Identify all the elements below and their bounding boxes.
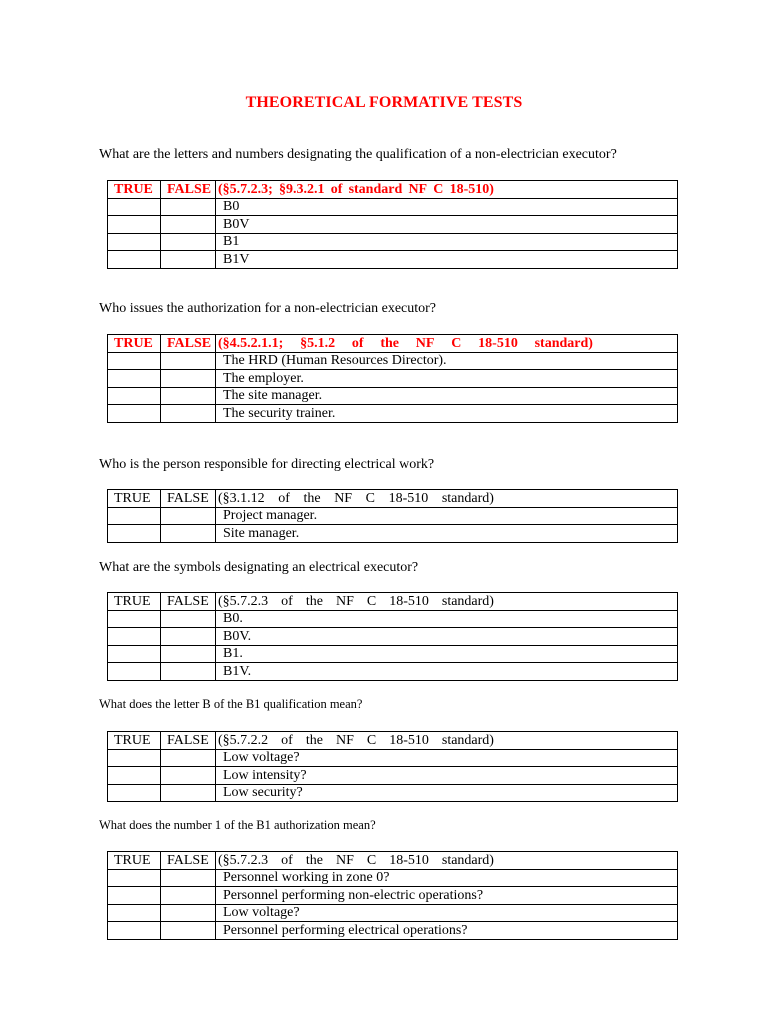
option-text: Site manager. [216,525,678,543]
option-text: Low intensity? [216,767,678,785]
question-4: What are the symbols designating an electrical executor? [99,560,419,575]
false-checkbox[interactable] [161,663,216,681]
true-label: TRUE [108,593,161,611]
false-checkbox[interactable] [161,645,216,663]
option-text: B0V. [216,628,678,646]
option-text: The site manager. [216,387,678,405]
true-checkbox[interactable] [108,251,161,269]
table-row [108,645,678,663]
table-row [108,904,678,922]
false-label: FALSE [161,852,216,870]
table-row [108,922,678,940]
true-checkbox[interactable] [108,645,161,663]
page-title: THEORETICAL FORMATIVE TESTS [245,94,523,111]
option-text: Personnel working in zone 0? [216,869,678,887]
false-checkbox[interactable] [161,869,216,887]
true-checkbox[interactable] [108,352,161,370]
reference: (§5.7.2.3 of the NF C 18-510 standard) [216,852,678,870]
false-checkbox[interactable] [161,251,216,269]
table-row [108,387,678,405]
option-text: B1. [216,645,678,663]
false-checkbox[interactable] [161,198,216,216]
false-checkbox[interactable] [161,233,216,251]
false-checkbox[interactable] [161,525,216,543]
table-header [108,593,678,611]
false-checkbox[interactable] [161,507,216,525]
true-checkbox[interactable] [108,198,161,216]
option-text: B1V. [216,663,678,681]
option-text: Project manager. [216,507,678,525]
answer-table-6 [107,851,678,940]
false-label: FALSE [161,335,216,353]
option-text: Low security? [216,784,678,802]
true-label: TRUE [108,490,161,508]
option-text: The HRD (Human Resources Director). [216,352,678,370]
table-row [108,749,678,767]
table-row [108,663,678,681]
true-checkbox[interactable] [108,387,161,405]
false-label: FALSE [161,181,216,199]
true-label: TRUE [108,732,161,750]
answer-table-2 [107,334,678,423]
true-checkbox[interactable] [108,610,161,628]
false-checkbox[interactable] [161,216,216,234]
table-row [108,233,678,251]
table-row [108,352,678,370]
true-checkbox[interactable] [108,525,161,543]
question-3: Who is the person responsible for directing electrical work? [99,457,435,472]
table-row [108,610,678,628]
reference: (§5.7.2.3 of the NF C 18-510 standard) [216,593,678,611]
table-row [108,767,678,785]
option-text: B1 [216,233,678,251]
option-text: The security trainer. [216,405,678,423]
true-checkbox[interactable] [108,233,161,251]
table-header [108,490,678,508]
true-checkbox[interactable] [108,628,161,646]
true-checkbox[interactable] [108,663,161,681]
table-header [108,335,678,353]
true-checkbox[interactable] [108,507,161,525]
option-text: Low voltage? [216,904,678,922]
false-label: FALSE [161,593,216,611]
reference: (§4.5.2.1.1; §5.1.2 of the NF C 18-510 standard) [216,335,678,353]
false-checkbox[interactable] [161,749,216,767]
answer-table-4 [107,592,678,681]
option-text: Personnel performing non-electric operations? [216,887,678,905]
false-checkbox[interactable] [161,610,216,628]
table-header [108,181,678,199]
false-checkbox[interactable] [161,887,216,905]
table-row [108,887,678,905]
table-row [108,869,678,887]
question-6: What does the number 1 of the B1 authorization mean? [99,818,376,832]
question-1: What are the letters and numbers designating the qualification of a non-electrician executor? [99,147,617,162]
answer-table-1 [107,180,678,269]
true-label: TRUE [108,852,161,870]
true-checkbox[interactable] [108,405,161,423]
true-checkbox[interactable] [108,216,161,234]
option-text: Personnel performing electrical operations? [216,922,678,940]
false-checkbox[interactable] [161,784,216,802]
table-row [108,628,678,646]
true-checkbox[interactable] [108,749,161,767]
false-checkbox[interactable] [161,387,216,405]
table-row [108,525,678,543]
false-checkbox[interactable] [161,904,216,922]
false-checkbox[interactable] [161,767,216,785]
false-checkbox[interactable] [161,628,216,646]
false-checkbox[interactable] [161,405,216,423]
true-checkbox[interactable] [108,922,161,940]
table-row [108,198,678,216]
option-text: B0 [216,198,678,216]
table-header [108,852,678,870]
true-label: TRUE [108,181,161,199]
false-checkbox[interactable] [161,370,216,388]
reference: (§5.7.2.2 of the NF C 18-510 standard) [216,732,678,750]
true-checkbox[interactable] [108,869,161,887]
option-text: B1V [216,251,678,269]
false-checkbox[interactable] [161,352,216,370]
false-label: FALSE [161,732,216,750]
true-checkbox[interactable] [108,370,161,388]
true-label: TRUE [108,335,161,353]
table-row [108,216,678,234]
option-text: B0V [216,216,678,234]
answer-table-3 [107,489,678,543]
question-2: Who issues the authorization for a non-electrician executor? [99,301,437,316]
true-checkbox[interactable] [108,767,161,785]
option-text: The employer. [216,370,678,388]
reference: (§3.1.12 of the NF C 18-510 standard) [216,490,678,508]
table-header [108,732,678,750]
true-checkbox[interactable] [108,904,161,922]
false-label: FALSE [161,490,216,508]
option-text: B0. [216,610,678,628]
false-checkbox[interactable] [161,922,216,940]
reference: (§5.7.2.3; §9.3.2.1 of standard NF C 18-510) [216,181,678,199]
table-row [108,784,678,802]
answer-table-5 [107,731,678,802]
table-row [108,251,678,269]
true-checkbox[interactable] [108,784,161,802]
table-row [108,405,678,423]
table-row [108,507,678,525]
true-checkbox[interactable] [108,887,161,905]
option-text: Low voltage? [216,749,678,767]
question-5: What does the letter B of the B1 qualification mean? [99,697,363,711]
table-row [108,370,678,388]
